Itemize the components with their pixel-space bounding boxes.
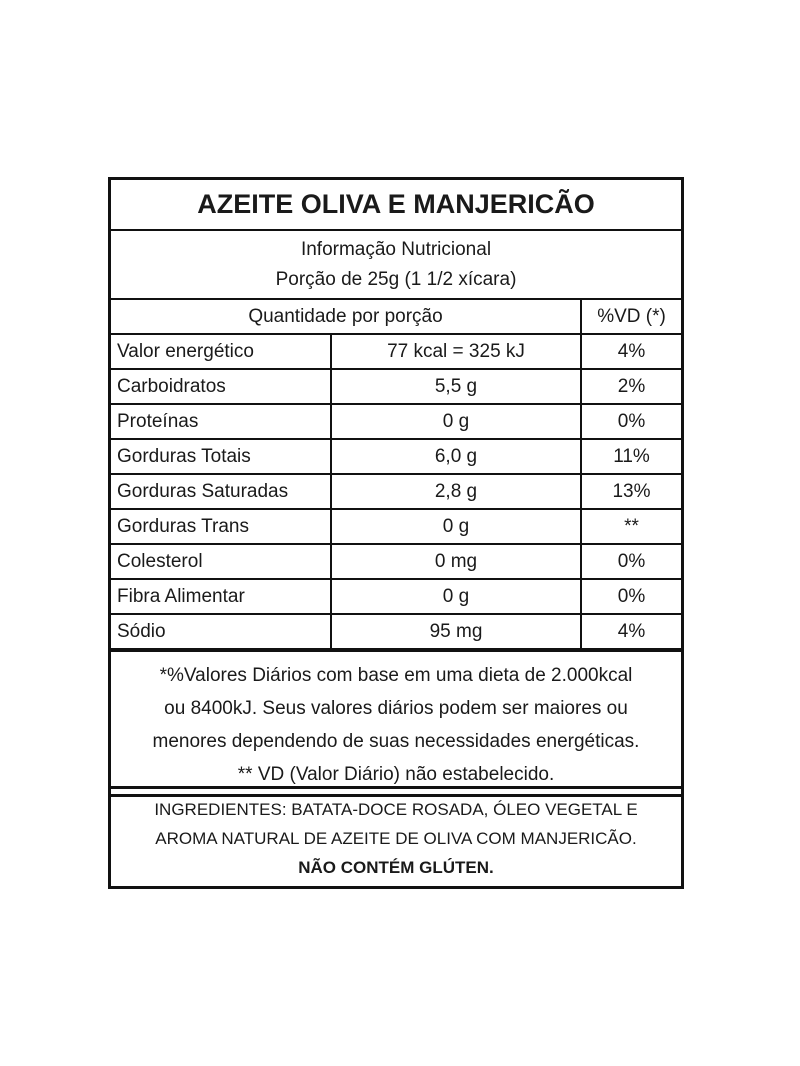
nutrition-subheader [111, 231, 681, 300]
gluten-notice: NÃO CONTÉM GLÚTEN. [298, 858, 494, 877]
table-row [111, 474, 681, 509]
nutrient-name: Gorduras Saturadas [111, 474, 331, 509]
nutrition-facts-panel [108, 177, 684, 797]
table-row [111, 614, 681, 649]
nutrition-subtitle: Informação Nutricional [300, 239, 492, 260]
nutrient-vd: 4% [581, 334, 681, 369]
ingredients-box [108, 786, 684, 889]
nutrient-name: Valor energético [111, 334, 331, 369]
nutrient-name: Proteínas [111, 404, 331, 439]
table-row [111, 509, 681, 544]
table-row [111, 334, 681, 369]
nutrient-name: Gorduras Totais [111, 439, 331, 474]
nutrient-vd: 2% [581, 369, 681, 404]
product-title: AZEITE OLIVA E MANJERICÃO [111, 180, 681, 231]
nutrient-name: Carboidratos [111, 369, 331, 404]
table-row [111, 369, 681, 404]
table-row [111, 579, 681, 614]
table-row [111, 439, 681, 474]
nutrient-amount: 6,0 g [331, 439, 581, 474]
nutrient-name: Sódio [111, 614, 331, 649]
nutrient-vd: 4% [581, 614, 681, 649]
nutrient-name: Gorduras Trans [111, 509, 331, 544]
nutrient-amount: 95 mg [331, 614, 581, 649]
table-header-row [111, 300, 681, 334]
table-row [111, 544, 681, 579]
nutrient-amount: 0 g [331, 579, 581, 614]
nutrient-vd: 0% [581, 544, 681, 579]
nutrient-vd: 0% [581, 579, 681, 614]
ingredients-line: INGREDIENTES: BATATA-DOCE ROSADA, ÓLEO VEGETAL E [154, 800, 638, 819]
quantity-header: Quantidade por porção [111, 300, 581, 334]
nutrient-amount: 2,8 g [331, 474, 581, 509]
portion-size: Porção de 25g (1 1/2 xícara) [275, 269, 517, 290]
nutrient-amount: 0 mg [331, 544, 581, 579]
nutrient-amount: 0 g [331, 404, 581, 439]
table-row [111, 404, 681, 439]
nutrient-vd: ** [581, 509, 681, 544]
nutrient-vd: 13% [581, 474, 681, 509]
footnote-line: *%Valores Diários com base em uma dieta de 2.000kcal [159, 665, 633, 686]
nutrient-amount: 5,5 g [331, 369, 581, 404]
nutrient-vd: 0% [581, 404, 681, 439]
vd-header: %VD (*) [581, 300, 681, 334]
footnote-line: ou 8400kJ. Seus valores diários podem ser maiores ou [164, 698, 628, 719]
ingredients-line: AROMA NATURAL DE AZEITE DE OLIVA COM MANJERICÃO. [155, 829, 637, 848]
nutrient-amount: 0 g [331, 509, 581, 544]
nutrient-amount: 77 kcal = 325 kJ [331, 334, 581, 369]
footnote-line: ** VD (Valor Diário) não estabelecido. [237, 764, 555, 785]
nutrient-vd: 11% [581, 439, 681, 474]
nutrition-table [111, 300, 681, 650]
footnote [111, 650, 681, 794]
footnote-line: menores dependendo de suas necessidades energéticas. [152, 731, 640, 752]
nutrient-name: Colesterol [111, 544, 331, 579]
nutrient-name: Fibra Alimentar [111, 579, 331, 614]
